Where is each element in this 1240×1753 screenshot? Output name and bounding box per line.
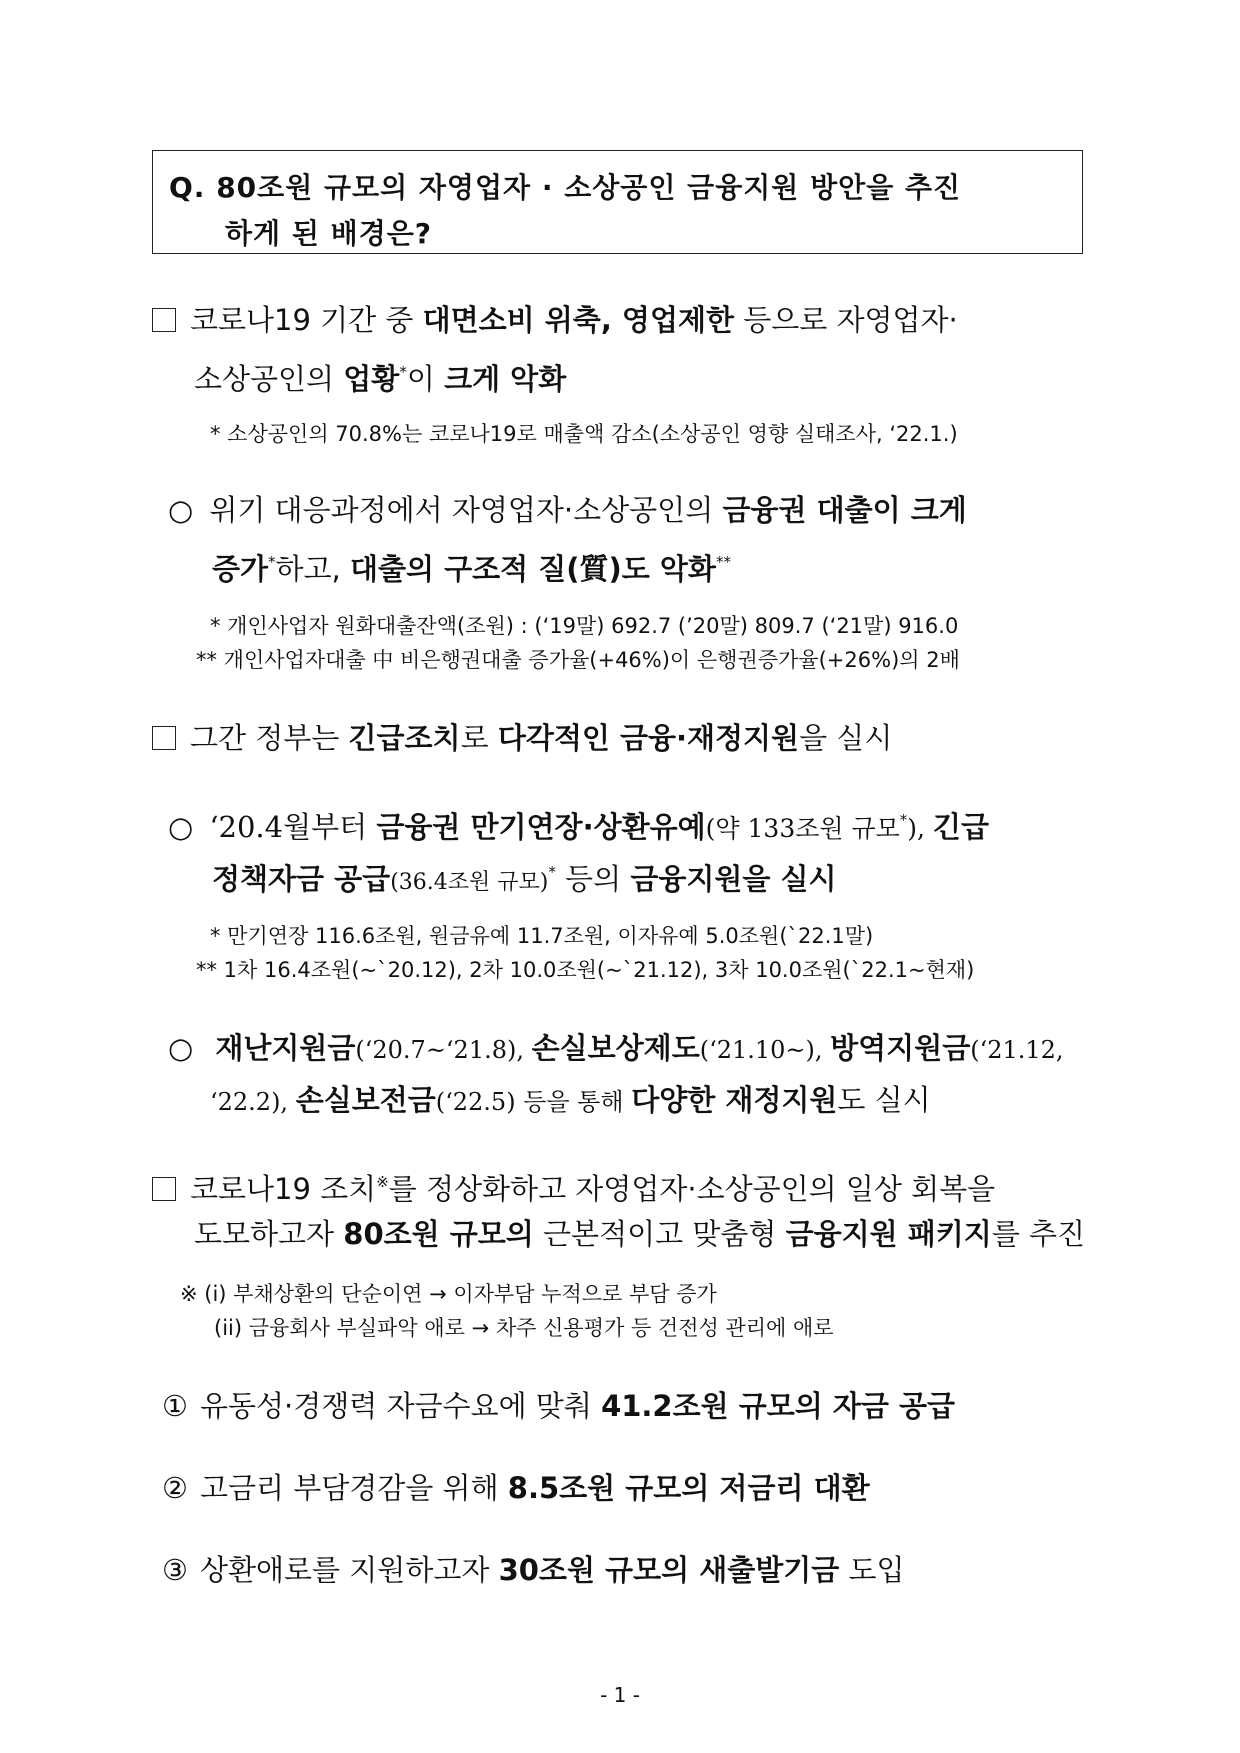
question-line-1: Q. 80조원 규모의 자영업자 · 소상공인 금융지원 방안을 추진 bbox=[169, 171, 962, 204]
section-2a-note-1: * 만기연장 116.6조원, 원금유예 11.7조원, 이자유예 5.0조원(`22.1말) bbox=[210, 924, 874, 948]
section-1-line-1: 코로나19 기간 중 대면소비 위축, 영업제한 등으로 자영업자· bbox=[152, 294, 958, 346]
section-1-line-2: 소상공인의 업황*이 크게 악화 bbox=[194, 362, 567, 396]
circle-bullet-icon: ○ bbox=[168, 1031, 194, 1065]
section-2b-line-1: ○ 재난지원금(‘20.7~‘21.8), 손실보상제도(‘21.10~), 방역지원금(‘21.12, bbox=[168, 1031, 1064, 1065]
section-3-note-1: ※ (i) 부채상환의 단순이연 → 이자부담 누적으로 부담 증가 bbox=[180, 1282, 717, 1306]
section-3-line-2: 도모하고자 80조원 규모의 근본적이고 맞춤형 금융지원 패키지를 추진 bbox=[194, 1217, 1086, 1251]
section-1b-line-1: ○ 위기 대응과정에서 자영업자·소상공인의 금융권 대출이 크게 bbox=[168, 493, 967, 527]
section-2-line-1: 그간 정부는 긴급조치로 다각적인 금융·재정지원을 실시 bbox=[152, 712, 892, 764]
circled-number-1: ① bbox=[162, 1389, 188, 1423]
page-number: - 1 - bbox=[600, 1683, 640, 1707]
section-2a-line-1: ○ ‘20.4월부터 금융권 만기연장·상환유예(약 133조원 규모*), 긴급 bbox=[168, 810, 989, 844]
checkbox-square-icon bbox=[152, 308, 176, 332]
section-1b-line-2: 증가*하고, 대출의 구조적 질(質)도 악화** bbox=[212, 552, 731, 586]
circled-number-3: ③ bbox=[162, 1553, 188, 1587]
section-3-line-1: 코로나19 조치※를 정상화하고 자영업자·소상공인의 일상 회복을 bbox=[152, 1156, 995, 1215]
list-item: ② 고금리 부담경감을 위해 8.5조원 규모의 저금리 대환 bbox=[162, 1471, 870, 1505]
section-3-note-2: (ii) 금융회사 부실파악 애로 → 차주 신용평가 등 건전성 관리에 애로 bbox=[214, 1316, 834, 1340]
checkbox-square-icon bbox=[152, 1177, 176, 1201]
section-1b-note-1: * 개인사업자 원화대출잔액(조원) : (‘19말) 692.7 (’20말) 809.7 (‘21말) 916.0 bbox=[210, 614, 959, 638]
circle-bullet-icon: ○ bbox=[168, 493, 194, 527]
circle-bullet-icon: ○ bbox=[168, 810, 194, 844]
list-item: ③ 상환애로를 지원하고자 30조원 규모의 새출발기금 도입 bbox=[162, 1553, 905, 1587]
question-box bbox=[152, 150, 1083, 254]
section-2a-line-2: 정책자금 공급(36.4조원 규모)* 등의 금융지원을 실시 bbox=[212, 862, 837, 896]
section-1-note: * 소상공인의 70.8%는 코로나19로 매출액 감소(소상공인 영향 실태조사, ‘22.1.) bbox=[210, 422, 958, 446]
section-2a-note-2: ** 1차 16.4조원(~`20.12), 2차 10.0조원(~`21.12), 3차 10.0조원(`22.1~현재) bbox=[196, 958, 975, 982]
question-line-2: 하게 된 배경은? bbox=[225, 217, 433, 250]
checkbox-square-icon bbox=[152, 726, 176, 750]
list-item: ① 유동성·경쟁력 자금수요에 맞춰 41.2조원 규모의 자금 공급 bbox=[162, 1389, 956, 1423]
section-2b-line-2: ‘22.2), 손실보전금(‘22.5) 등을 통해 다양한 재정지원도 실시 bbox=[210, 1083, 931, 1117]
circled-number-2: ② bbox=[162, 1471, 188, 1505]
section-1b-note-2: ** 개인사업자대출 中 비은행권대출 증가율(+46%)이 은행권증가율(+26%)의 2배 bbox=[196, 648, 960, 672]
